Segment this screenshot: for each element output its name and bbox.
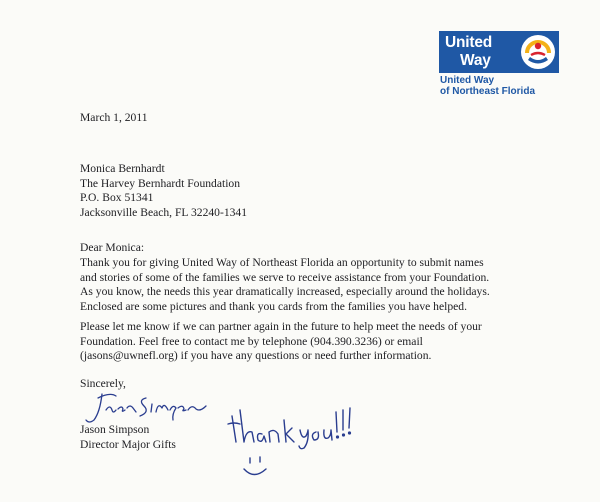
- recipient-address: [80, 162, 247, 220]
- letter-date: March 1, 2011: [80, 111, 148, 124]
- paragraph-line: As you know, the needs this year dramatically increased, especially around the holidays.: [80, 285, 490, 299]
- closing: Sincerely,: [80, 377, 126, 390]
- body-paragraph-1: [80, 256, 490, 314]
- paragraph-line: Please let me know if we can partner again in the future to help meet the needs of your: [80, 320, 482, 333]
- united-way-logo: [439, 31, 559, 73]
- paragraph-line: Thank you for giving United Way of Northeast Florida an opportunity to submit names: [80, 256, 484, 269]
- signer-name: Jason Simpson: [80, 423, 150, 436]
- logo-line-1: United: [445, 34, 493, 51]
- body-paragraph-2: [80, 320, 482, 364]
- paragraph-line: and stories of some of the families we serve to receive assistance from your Foundation.: [80, 270, 490, 284]
- recipient-line: The Harvey Bernhardt Foundation: [80, 176, 241, 190]
- logo-line-2: Way: [460, 52, 491, 69]
- signer-block: [80, 423, 176, 452]
- salutation: Dear Monica:: [80, 241, 145, 254]
- org-caption-line-2: of Northeast Florida: [440, 86, 536, 97]
- signer-title: Director Major Gifts: [80, 437, 176, 451]
- handwritten-thank-you-note: [226, 402, 356, 452]
- rainbow-hand-icon: [520, 34, 556, 70]
- recipient-line: Monica Bernhardt: [80, 162, 165, 175]
- paragraph-line: Foundation. Feel free to contact me by telephone (904.390.3236) or email: [80, 334, 423, 348]
- org-caption-line-1: United Way: [440, 75, 495, 86]
- logo-wordmark: [445, 34, 492, 70]
- paragraph-line: Enclosed are some pictures and thank you cards from the families you have helped.: [80, 299, 467, 313]
- recipient-line: Jacksonville Beach, FL 32240-1341: [80, 205, 248, 219]
- smiley-face-icon: [240, 452, 270, 482]
- paragraph-line: (jasons@uwnefl.org) if you have any questions or need further information.: [80, 349, 432, 363]
- org-caption: [440, 75, 535, 97]
- recipient-line: P.O. Box 51341: [80, 191, 154, 205]
